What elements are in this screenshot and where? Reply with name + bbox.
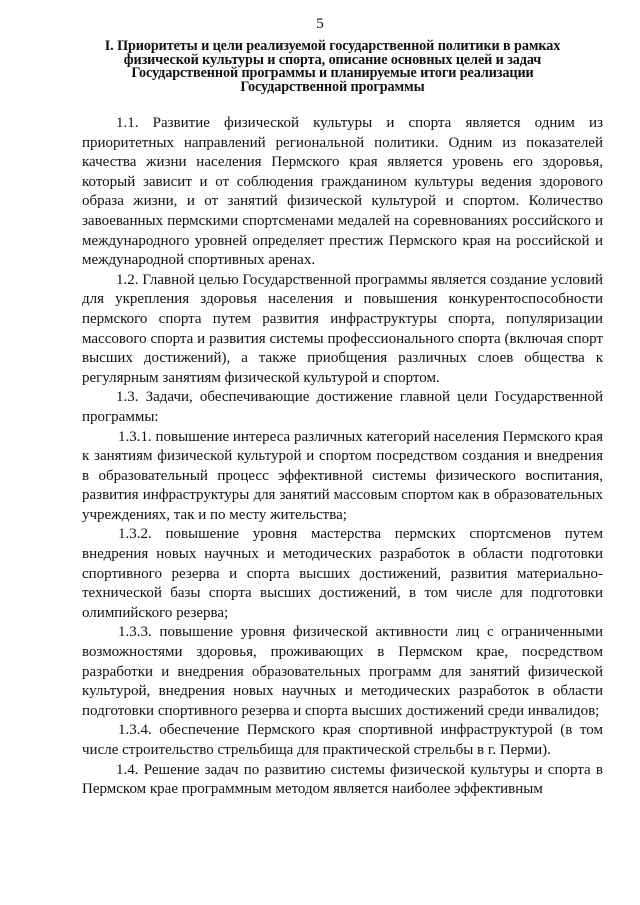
body-text <box>82 114 603 800</box>
paragraph-1-3-4: 1.3.4. обеспечение Пермского края спортивной инфраструктурой (в том числе строительство стрельбища для практической стрельбы в г. Перми). <box>82 722 603 758</box>
page-number: 5 <box>316 16 324 32</box>
section-heading-line: физической культуры и спорта, описание основных целей и задач <box>123 51 542 68</box>
paragraph-1-3-1: 1.3.1. повышение интереса различных категорий населения Пермского края к занятиям физической культурой и спортом посредством создания и внедрения в образовательный процесс эффективной системы физического воспитания, развития инфраструктуры для занятий массовым спортом как в образовательных учреждениях, так и по месту жительства; <box>82 428 603 523</box>
paragraph-1-3-3: 1.3.3. повышение уровня физической активности лиц с ограниченными возможностями здоровья, проживающих в Пермском крае, посредством разработки и внедрения образовательных программ для занятий физической культурой, внедрения новых научных и методических разработок в области подготовки спортивного резерва и спорта высших достижений среди инвалидов; <box>82 624 603 719</box>
paragraph-1-3-2: 1.3.2. повышение уровня мастерства пермских спортсменов путем внедрения новых научных и методических разработок в области подготовки спортивного резерва и спорта высших достижений, развития материально-технической базы спорта высших достижений, в том числе для подготовки олимпийского резерва; <box>82 526 603 621</box>
section-heading-line: Государственной программы <box>240 78 425 95</box>
section-heading-line: Государственной программы и планируемые итоги реализации <box>131 65 534 81</box>
paragraph-1-4: 1.4. Решение задач по развитию системы физической культуры и спорта в Пермском крае программным методом является наиболее эффективным <box>82 761 603 798</box>
paragraph-1-1: 1.1. Развитие физической культуры и спорта является одним из приоритетных направлений региональной политики. Одним из показателей качества жизни населения Пермского края является уровень его здоровья, который зависит и от соблюдения гражданином культуры ведения здорового образа жизни, и от занятий физической культурой и спортом. Количество завоеванных пермскими спортсменами медалей на соревнованиях российского и международного уровней определяет престиж Пермского края на российской и международной спортивных аренах. <box>82 115 603 269</box>
paragraph-1-2: 1.2. Главной целью Государственной программы является создание условий для укрепления здоровья населения и повышения конкурентоспособности пермского спорта путем развития инфраструктуры спорта, популяризации массового спорта и развития системы профессионального спорта (включая спорт высших достижений), а также приобщения различных слоев общества к регулярным занятиям физической культурой и спортом. <box>82 271 603 386</box>
section-heading-line: I. Приоритеты и цели реализуемой государственной политики в рамках <box>104 38 561 54</box>
section-heading <box>60 40 605 94</box>
paragraph-1-3: 1.3. Задачи, обеспечивающие достижение главной цели Государственной программы: <box>82 389 603 425</box>
